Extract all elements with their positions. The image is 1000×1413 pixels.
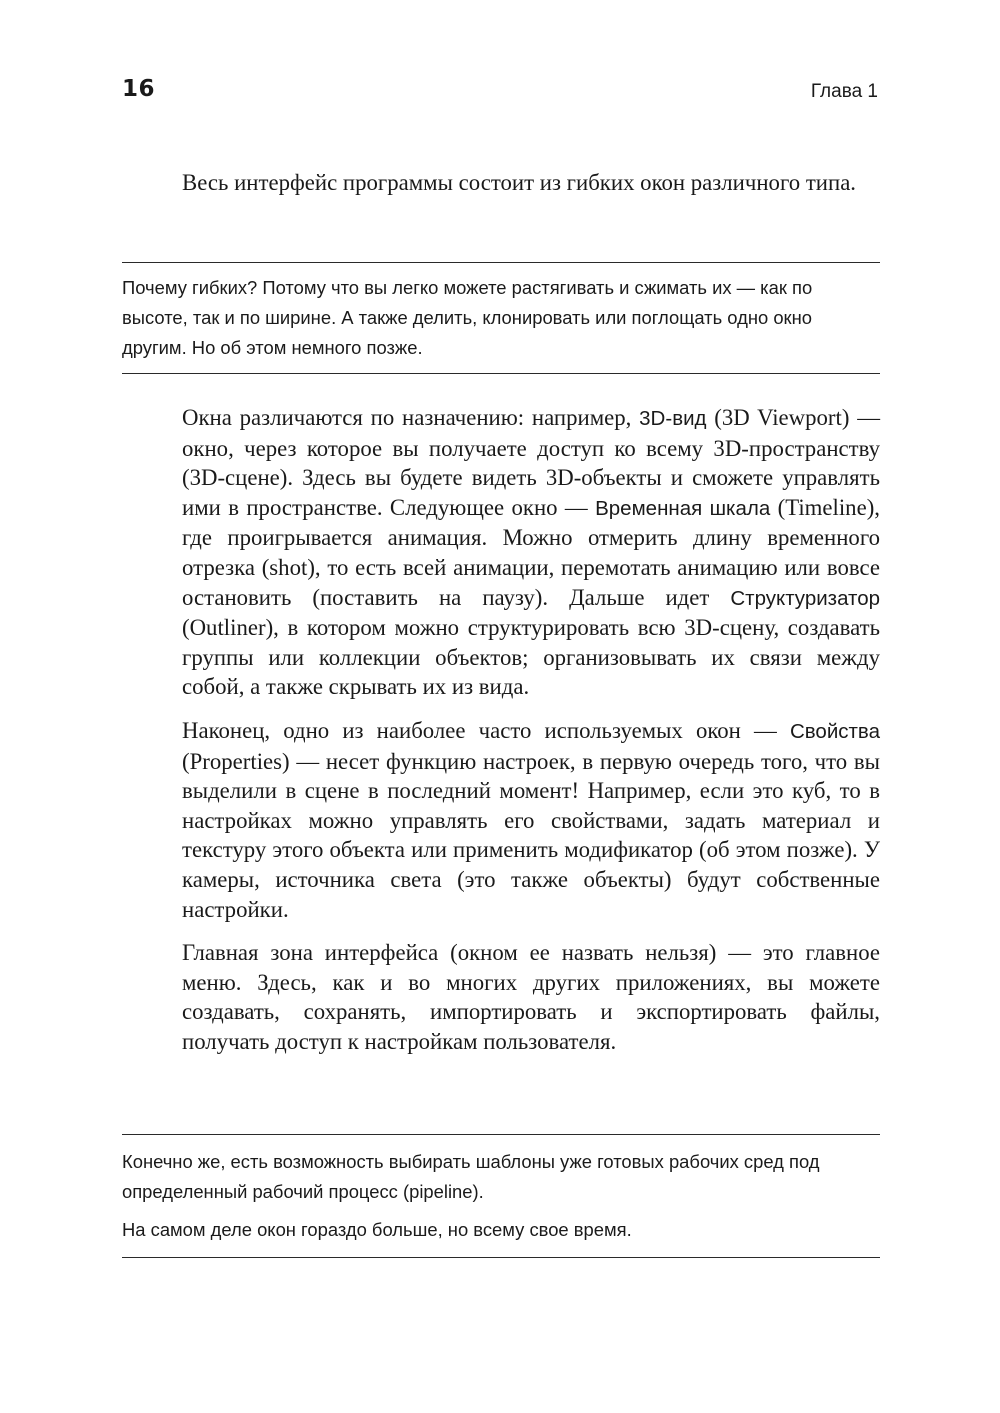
- main-text: [182, 403, 880, 1070]
- note-box-workspaces: [122, 1134, 880, 1258]
- paragraph-main-menu: Главная зона интерфейса (окном ее назвать нельзя) — это главное меню. Здесь, как и во многих других приложениях, вы можете создавать, сохранять, импортировать и экспортировать файлы, получать доступ к настройкам пользователя.: [182, 940, 880, 1054]
- paragraph-properties: [182, 716, 880, 924]
- term-outliner: Структуризатор: [730, 586, 880, 610]
- paragraph-text: (Timeline), где проигрывается анимация. Можно отмерить длину временного отрезка (shot), то есть всей анимации, перемотать анимацию или вовсе остановить (поставить на паузу). Дальше идет: [182, 494, 880, 610]
- note-text: На самом деле окон гораздо больше, но всему свое время.: [122, 1219, 632, 1240]
- note-text: Конечно же, есть возможность выбирать шаблоны уже готовых рабочих сред под определенный рабочий процесс (pipeline).: [122, 1151, 820, 1202]
- paragraph-window-types: [182, 403, 880, 702]
- term-timeline: Временная шкала: [595, 496, 771, 520]
- paragraph-text: (3D Viewport) — окно, через которое вы получаете доступ ко всему 3D-пространству (3D-сцене). Здесь вы будете видеть 3D-объекты и сможете управлять ими в пространстве. Следующее окно —: [182, 405, 880, 520]
- note-text: Почему гибких? Потому что вы легко можете растягивать и сжимать их — как по высоте, так и по ширине. А также делить, клонировать или поглощать одно окно другим. Но об этом немного позже.: [122, 277, 813, 358]
- term-properties: Свойства: [789, 719, 880, 743]
- paragraph-text: Окна различаются по назначению: например,: [182, 405, 640, 430]
- term-3d-viewport: 3D-вид: [639, 407, 707, 430]
- page-number: 16: [122, 76, 156, 102]
- chapter-running-head: Глава 1: [810, 81, 878, 102]
- paragraph-text: (Outliner), в котором можно структурировать всю 3D-сцену, создавать группы или коллекции объектов; организовывать их связи между собой, а также скрывать их из вида.: [182, 615, 880, 700]
- note-box-flexible-windows: [122, 262, 880, 374]
- paragraph-text: (Properties) — несет функцию настроек, в первую очередь того, что вы выделили в сцене в последний момент! Например, если это куб, то в настройках можно управлять его свойствами, задать материал и текстуру этого объекта или применить модификатор (об этом позже). У камеры, источника света (это также объекты) будут собственные настройки.: [182, 748, 880, 922]
- paragraph-text: Наконец, одно из наиболее часто используемых окон —: [182, 717, 790, 743]
- intro-paragraph: Весь интерфейс программы состоит из гибких окон различного типа.: [182, 170, 857, 195]
